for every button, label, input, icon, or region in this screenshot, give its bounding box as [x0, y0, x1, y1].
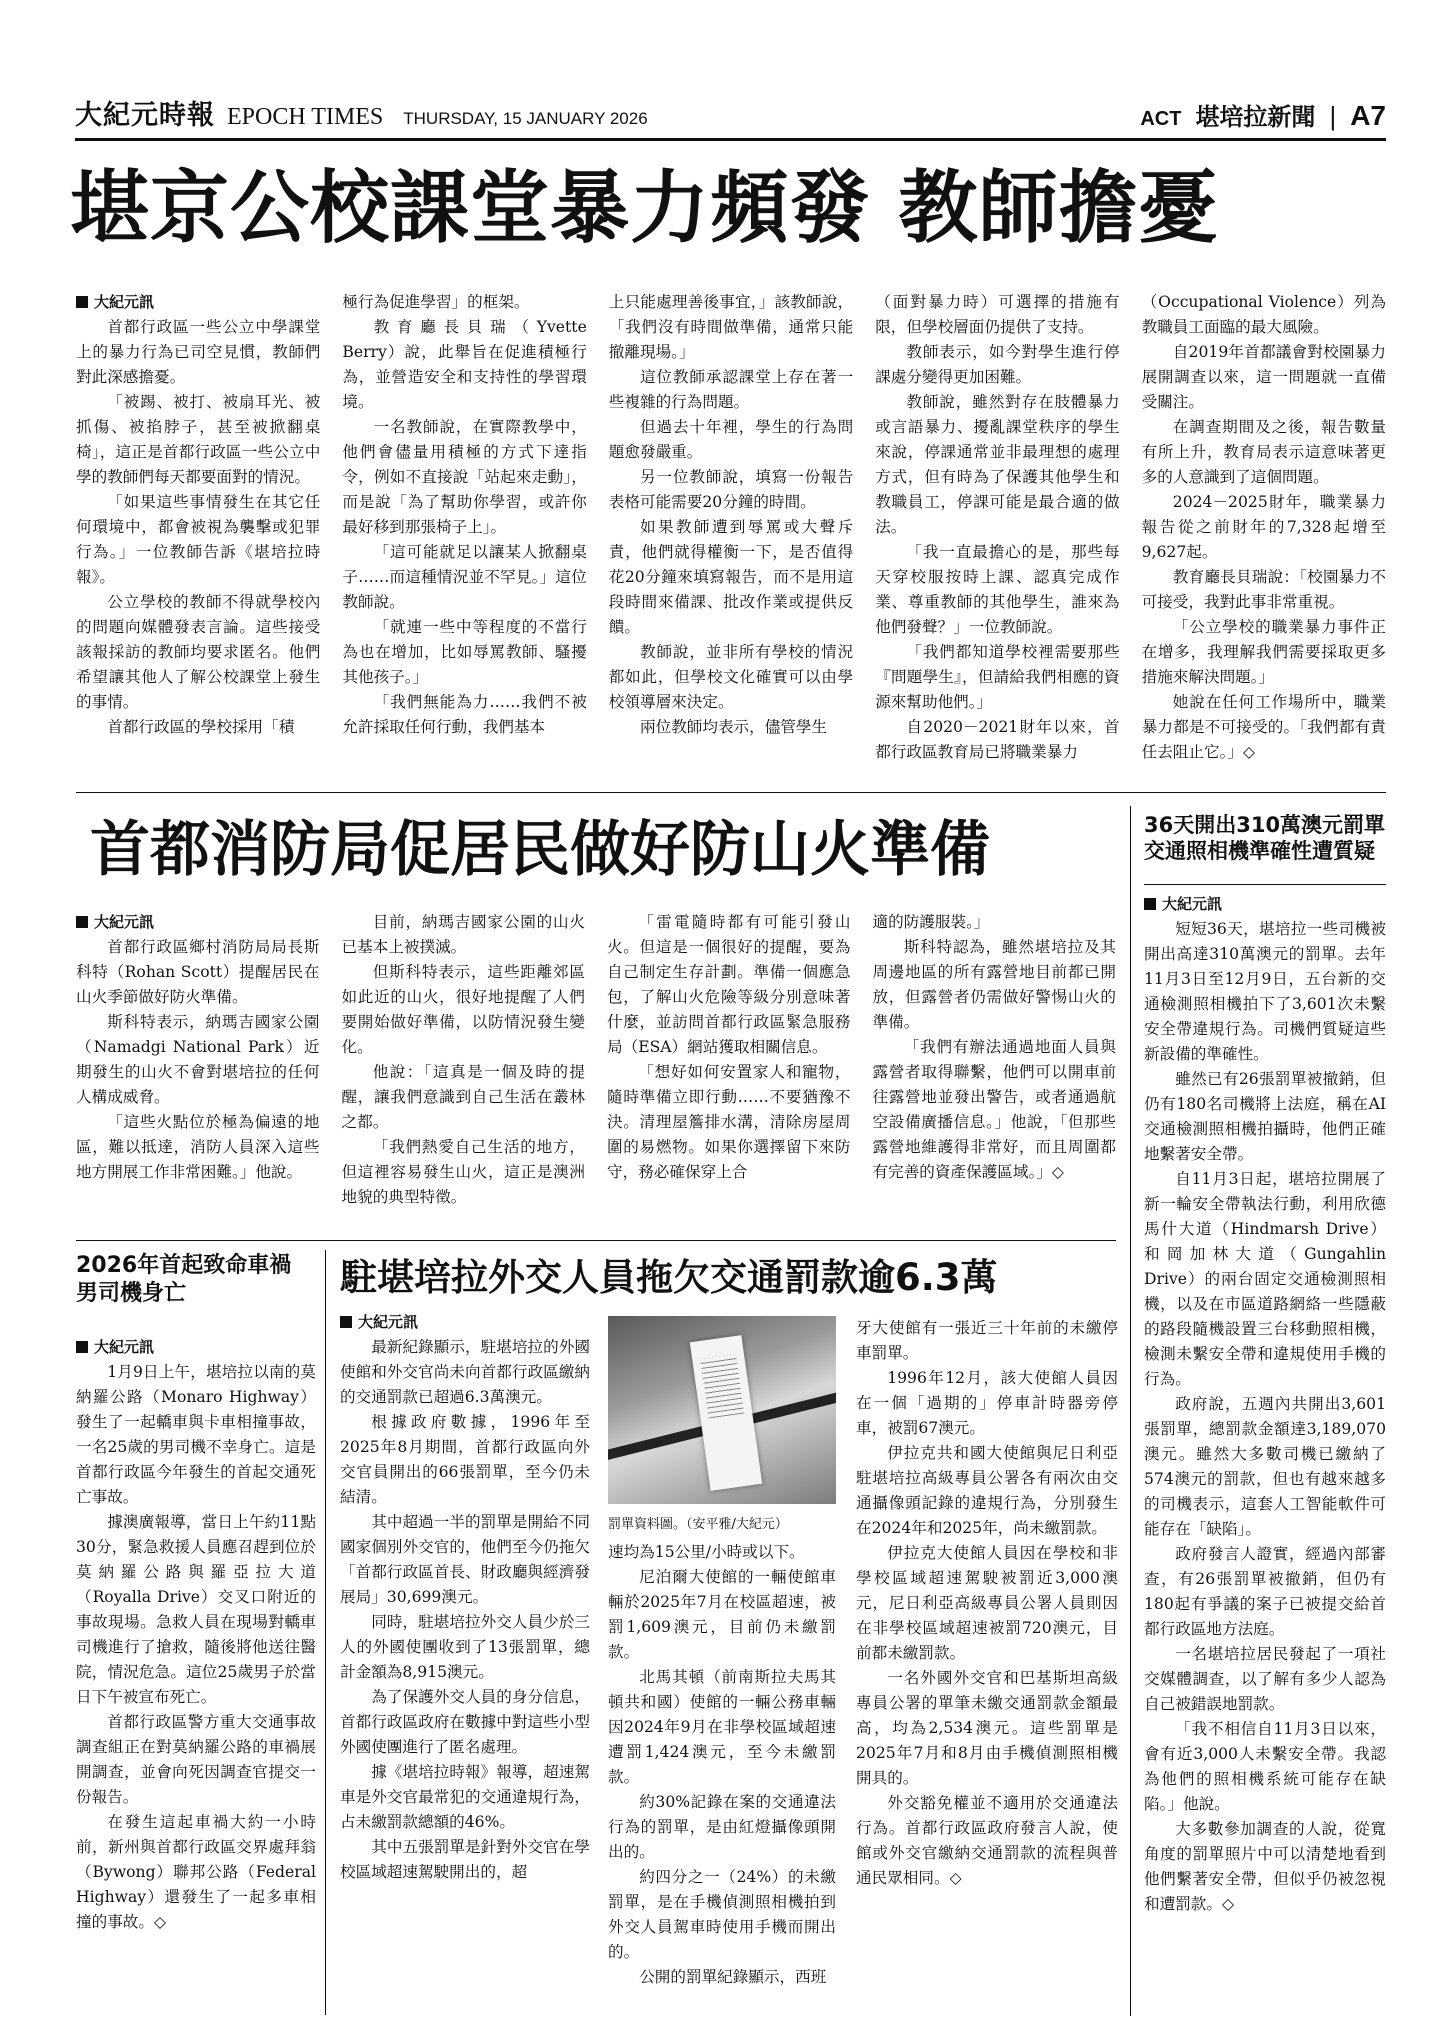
divider — [76, 792, 1386, 793]
byline-square-icon — [76, 916, 88, 928]
section-separator: | — [1329, 101, 1337, 131]
paragraph: 約30%記錄在案的交通違法行為的罰單，是由紅燈攝像頭開出的。 — [608, 1793, 836, 1861]
paragraph: 速均為15公里/小時或以下。 — [608, 1543, 805, 1561]
paragraph: 政府發言人證實，經過內部審查，有26張罰單被撤銷，但仍有180起有爭議的案子已被提交給首都行政區地方法庭。 — [1144, 1545, 1386, 1638]
paragraph: 北馬其頓（前南斯拉夫馬其頓共和國）使館的一輛公務車輛因2024年9月在非學校區域超速遭罰1,424澳元，至今未繳罰款。 — [608, 1668, 836, 1786]
paragraph: 據澳廣報導，當日上午約11點30分，緊急救援人員應召趕到位於莫納羅公路與羅亞拉大道（Royalla Drive）交叉口附近的事故現場。急救人員在現場對轎車司機進行了搶救，隨後將他送往醫院，情況危急。這位25歲男子於當日下午被宣布死亡。 — [76, 1513, 316, 1706]
paragraph: 1月9日上午，堪培拉以南的莫納羅公路（Monaro Highway）發生了一起轎車與卡車相撞事故，一名25歲的男司機不幸身亡。這是首都行政區今年發生的首起交通死亡事故。 — [76, 1363, 316, 1506]
article-bushfire-col-2 — [342, 910, 586, 1230]
paragraph: 「我們都知道學校裡需要那些『問題學生』，但請給我們相應的資源來幫助他們。」 — [875, 643, 1120, 711]
byline-square-icon — [340, 1316, 352, 1328]
paragraph: 外交豁免權並不適用於交通違法行為。首都行政區政府發言人說，使館或外交官繳納交通罰款的流程與普通民眾相同。◇ — [856, 1794, 1118, 1887]
photo-caption: 罰單資料圖。（安平雅/大紀元） — [608, 1517, 788, 1532]
paragraph: 極行為促進學習」的框架。 — [342, 293, 530, 311]
paragraph: 自2019年首都議會對校園暴力展開調查以來，這一問題就一直備受關注。 — [1141, 343, 1386, 411]
byline: 大紀元訊 — [1144, 892, 1386, 917]
paragraph: 據《堪培拉時報》報導，超速駕車是外交官最常犯的交通違規行為，占未繳罰款總額的46%。 — [340, 1763, 590, 1831]
paragraph: 斯科特表示，納瑪吉國家公園（Namadgi National Park）近期發生的山火不會對堪培拉的任何人構成威脅。 — [76, 1013, 320, 1106]
byline: 大紀元訊 — [76, 1335, 316, 1360]
article-traffic-camera-headline — [1144, 812, 1388, 865]
paragraph: 大多數參加調查的人說，從寬角度的罰單照片中可以清楚地看到他們繫著安全帶，但似乎仍被忽視和遭罰款。◇ — [1144, 1820, 1386, 1913]
article-diplomat-fines-col-1 — [340, 1310, 590, 2015]
paragraph: 教師說，雖然對存在肢體暴力或言語暴力、擾亂課堂秩序的學生來說，停課通常並非最理想的處理方式，但有時為了保護其他學生和教職員工，停課可能是最合適的做法。 — [875, 393, 1120, 536]
paragraph: 「雷電隨時都有可能引發山火。但這是一個很好的提醒，要為自己制定生存計劃。準備一個應急包，了解山火危險等級分別意味著什麼，並訪問首都行政區緊急服務局（ESA）網站獲取相關信息。 — [607, 913, 851, 1056]
article-school-violence-col-4 — [875, 290, 1119, 778]
issue-date: THURSDAY, 15 JANUARY 2026 — [403, 109, 648, 128]
byline: 大紀元訊 — [340, 1310, 590, 1335]
paragraph: 斯科特認為，雖然堪培拉及其周邊地區的所有露營地目前都已開放，但露營者仍需做好警惕山火的準備。 — [872, 938, 1116, 1031]
article-school-violence-headline: 堪京公校課堂暴力頻發 教師擔憂 — [70, 162, 1219, 254]
paragraph: 適的防護服裝。」 — [872, 913, 990, 931]
paragraph: 一名堪培拉居民發起了一項社交媒體調查，以了解有多少人認為自己被錯誤地罰款。 — [1144, 1645, 1386, 1713]
paragraph: 「我們有辦法通過地面人員與露營者取得聯繫，他們可以開車前往露營地並發出警告，或者通過航空設備廣播信息。」他說，「但那些露營地維護得非常好，而且周圍都有完善的資產保護區域。」◇ — [872, 1038, 1116, 1181]
brand-logo-cn: 大紀元時報 — [75, 100, 215, 131]
paragraph: 雖然已有26張罰單被撤銷，但仍有180名司機將上法庭，稱在AI交通檢測照相機拍攝時，他們正確地繫著安全帶。 — [1144, 1070, 1386, 1163]
divider — [1144, 884, 1386, 885]
paragraph: 「想好如何安置家人和寵物，隨時準備立即行動……不要猶豫不決。清理屋簷排水溝，清除房屋周圍的易燃物。如果你選擇留下來防守，務必確保穿上合 — [607, 1063, 851, 1181]
article-school-violence-body — [76, 290, 1386, 778]
article-fatal-crash-headline — [76, 1252, 316, 1307]
section-name: 堪培拉新聞 — [1195, 104, 1316, 131]
article-diplomat-fines-col-3 — [856, 1316, 1118, 2016]
paragraph: 目前，納瑪吉國家公園的山火已基本上被撲滅。 — [341, 913, 585, 956]
paragraph: 首都行政區的學校採用「積 — [107, 718, 295, 736]
paragraph: 2024－2025財年，職業暴力報告從之前財年的7,328起增至9,627起。 — [1141, 493, 1386, 561]
paragraph: 兩位教師均表示，儘管學生 — [639, 718, 828, 736]
byline-square-icon — [76, 1341, 88, 1353]
paragraph: 「我們無能為力……我們不被允許採取任何行動，我們基本 — [342, 693, 587, 736]
paragraph: 「就連一些中等程度的不當行為也在增加，比如辱罵教師、騷擾其他孩子。」 — [342, 618, 587, 686]
article-bushfire-body — [76, 910, 1116, 1230]
paragraph: 伊拉克共和國大使館與尼日利亞駐堪培拉高級專員公署各有兩次由交通攝像頭記錄的違規行為，分別發生在2024年和2025年，尚未繳罰款。 — [856, 1444, 1118, 1537]
byline: 大紀元訊 — [76, 290, 320, 315]
article-diplomat-fines-col-3-wrap — [856, 1316, 1118, 2016]
paragraph: 為了保護外交人員的身分信息，首都行政區政府在數據中對這些小型外國使團進行了匿名處理。 — [340, 1688, 590, 1756]
paragraph: 「我一直最擔心的是，那些每天穿校服按時上課、認真完成作業、尊重教師的其他學生，誰來為他們發聲？」一位教師說。 — [875, 543, 1120, 636]
ticket-shape — [690, 1335, 762, 1491]
article-diplomat-fines-headline: 駐堪培拉外交人員拖欠交通罰款逾6.3萬 — [340, 1256, 998, 1299]
paragraph: 但斯科特表示，這些距離郊區如此近的山火，很好地提醒了人們要開始做好準備，以防情況發生變化。 — [341, 963, 585, 1056]
article-school-violence-col-5 — [1142, 290, 1386, 778]
paragraph: 她說在任何工作場所中，職業暴力都是不可接受的。「我們都有責任去阻止它。」◇ — [1141, 693, 1386, 761]
paragraph: （Occupational Violence）列為教職員工面臨的最大風險。 — [1141, 293, 1386, 336]
article-school-violence-col-1 — [76, 290, 320, 778]
article-traffic-camera-col — [1144, 892, 1386, 2012]
paragraph: 教育廳長貝瑞（Yvette Berry）說，此舉旨在促進積極行為，並營造安全和支持性的學習環境。 — [342, 318, 587, 411]
article-fatal-crash-body — [76, 1335, 316, 2015]
article-bushfire-headline: 首都消防局促居民做好防山火準備 — [90, 815, 990, 885]
article-school-violence-col-2 — [342, 290, 586, 778]
paragraph: 「這可能就足以讓某人掀翻桌子……而這種情況並不罕見。」這位教師說。 — [342, 543, 587, 611]
paragraph: 伊拉克大使館人員因在學校和非學校區域超速駕駛被罰近3,000澳元，尼日利亞高級專員公署人員則因在非學校區域超速被罰720澳元，目前都未繳罰款。 — [856, 1544, 1118, 1662]
masthead-section — [1140, 97, 1386, 138]
article-traffic-camera-body — [1144, 892, 1386, 2012]
paragraph: 政府說，五週內共開出3,601張罰單，總罰款金額達3,189,070澳元。雖然大多數司機已繳納了574澳元的罰款，但也有越來越多的司機表示，這套人工智能軟件可能存在「缺陷」。 — [1144, 1395, 1386, 1538]
paragraph: 另一位教師說，填寫一份報告表格可能需要20分鐘的時間。 — [608, 468, 854, 511]
paragraph: 約四分之一（24%）的未繳罰單，是在手機偵測照相機拍到外交人員駕車時使用手機而開出的。 — [608, 1868, 836, 1961]
paragraph: 這位教師承認課堂上存在著一些複雜的行為問題。 — [608, 368, 854, 411]
paragraph: 「如果這些事情發生在其它任何環境中，都會被視為襲擊或犯罪行為。」一位教師告訴《堪培拉時報》。 — [76, 493, 321, 586]
paragraph: （面對暴力時）可選擇的措施有限，但學校層面仍提供了支持。 — [875, 293, 1120, 336]
masthead — [75, 98, 1386, 141]
article-fatal-crash-col — [76, 1335, 316, 2015]
article-bushfire-col-1 — [76, 910, 320, 1230]
article-bushfire-col-3 — [607, 910, 851, 1230]
divider — [325, 1250, 326, 2015]
headline-line: 男司機身亡 — [76, 1280, 187, 1306]
paragraph: 首都行政區一些公立中學課堂上的暴力行為已司空見慣，教師們對此深感擔憂。 — [76, 318, 321, 386]
article-diplomat-fines-col-2-wrap — [608, 1540, 836, 2015]
article-diplomat-fines-col-2 — [608, 1540, 836, 2015]
paragraph: 「這些火點位於極為偏遠的地區，難以抵達，消防人員深入這些地方開展工作非常困難。」他說。 — [76, 1113, 320, 1181]
paragraph: 公開的罰單紀錄顯示，西班 — [639, 1968, 827, 1986]
divider — [1130, 806, 1131, 2016]
paragraph: 短短36天，堪培拉一些司機被開出高達310萬澳元的罰單。去年11月3日至12月9日，五台新的交通檢測照相機拍下了3,601次未繫安全帶違規行為。司機們質疑這些新設備的準確性。 — [1144, 920, 1386, 1063]
paragraph: 1996年12月，該大使館人員因在一個「過期的」停車計時器旁停車，被罰67澳元。 — [856, 1369, 1118, 1437]
paragraph: 「被踢、被打、被扇耳光、被抓傷、被掐脖子，甚至被掀翻桌椅」，這正是首都行政區一些公立中學的教師們每天都要面對的情況。 — [76, 393, 321, 486]
paragraph: 首都行政區鄉村消防局局長斯科特（Rohan Scott）提醒居民在山火季節做好防火準備。 — [76, 938, 320, 1006]
paragraph: 一名外國外交官和巴基斯坦高級專員公署的單筆未繳交通罰款金額最高，均為2,534澳元。這些罰單是2025年7月和8月由手機偵測照相機開具的。 — [856, 1669, 1118, 1787]
paragraph: 在發生這起車禍大約一小時前，新州與首都行政區交界處拜翁（Bywong）聯邦公路（Federal Highway）還發生了一起多車相撞的事故。◇ — [76, 1813, 316, 1931]
paragraph: 公立學校的教師不得就學校內的問題向媒體發表言論。這些接受該報採訪的教師均要求匿名。他們希望讓其他人了解公校課堂上發生的事情。 — [76, 593, 321, 711]
paragraph: 根據政府數據，1996年至2025年8月期間，首都行政區向外交官員開出的66張罰單，至今仍未結清。 — [340, 1413, 590, 1506]
byline-square-icon — [76, 296, 88, 308]
paragraph: 同時，駐堪培拉外交人員少於三人的外國使團收到了13張罰單，總計金額為8,915澳元。 — [340, 1613, 590, 1681]
byline-square-icon — [1144, 898, 1156, 910]
divider — [76, 1240, 1116, 1241]
paragraph: 自2020－2021財年以來，首都行政區教育局已將職業暴力 — [875, 718, 1120, 761]
paragraph: 一名教師說，在實際教學中，他們會儘量用積極的方式下達指令，例如不直接說「站起來走動」，而是說「為了幫助你學習，或許你最好移到那張椅子上」。 — [342, 418, 587, 536]
headline-line: 36天開出310萬澳元罰單 — [1144, 813, 1386, 837]
page-number: A7 — [1350, 100, 1386, 131]
masthead-brand — [75, 93, 648, 138]
paragraph: 教育廳長貝瑞說：「校園暴力不可接受，我對此事非常重視。 — [1141, 568, 1386, 611]
ticket-photo — [608, 1316, 836, 1504]
byline: 大紀元訊 — [76, 910, 320, 935]
article-diplomat-fines-col-1-wrap — [340, 1310, 590, 2015]
article-bushfire-col-4 — [873, 910, 1117, 1230]
paragraph: 教師表示，如今對學生進行停課處分變得更加困難。 — [875, 343, 1120, 386]
paragraph: 「公立學校的職業暴力事件正在增多，我理解我們需要採取更多措施來解決問題。」 — [1141, 618, 1386, 686]
region-label: ACT — [1140, 108, 1182, 130]
paragraph: 牙大使館有一張近三十年前的未繳停車罰單。 — [856, 1319, 1118, 1362]
paragraph: 「我們熱愛自己生活的地方，但這裡容易發生山火，這正是澳洲地貌的典型特徵。 — [341, 1138, 585, 1206]
paragraph: 在調查期間及之後，報告數量有所上升，教育局表示這意味著更多的人意識到了這個問題。 — [1141, 418, 1386, 486]
paragraph: 尼泊爾大使館的一輛使館車輛於2025年7月在校區超速，被罰1,609澳元，目前仍未繳罰款。 — [608, 1568, 836, 1661]
paragraph: 教師說，並非所有學校的情況都如此，但學校文化確實可以由學校領導層來決定。 — [608, 643, 854, 711]
paragraph: 他說：「這真是一個及時的提醒，讓我們意識到自己生活在叢林之都。 — [341, 1063, 585, 1131]
brand-logo-en: EPOCH TIMES — [227, 104, 384, 130]
headline-line: 2026年首起致命車禍 — [76, 1253, 292, 1278]
paragraph: 如果教師遭到辱罵或大聲斥責，他們就得權衡一下，是否值得花20分鐘來填寫報告，而不是用這段時間來備課、批改作業或提供反饋。 — [608, 518, 854, 636]
paragraph: 首都行政區警方重大交通事故調查組正在對莫納羅公路的車禍展開調查，並會向死因調查官提交一份報告。 — [76, 1713, 316, 1806]
paragraph: 自11月3日起，堪培拉開展了新一輪安全帶執法行動，利用欣德馬什大道（Hindmarsh Drive）和岡加林大道（Gungahlin Drive）的兩台固定交通檢測照相機，以及在市區道路網絡一些隱蔽的路段隨機設置三台移動照相機，檢測未繫安全帶和違規使用手機的行為。 — [1144, 1170, 1386, 1388]
paragraph: 其中五張罰單是針對外交官在學校區域超速駕駛開出的，超 — [340, 1838, 590, 1881]
paragraph: 「我不相信自11月3日以來，會有近3,000人未繫安全帶。我認為他們的照相機系統可能存在缺陷。」他說。 — [1144, 1720, 1386, 1813]
paragraph: 但過去十年裡，學生的行為問題愈發嚴重。 — [608, 418, 854, 461]
headline-line: 交通照相機準確性遭質疑 — [1144, 839, 1375, 864]
paragraph: 其中超過一半的罰單是開給不同國家個別外交官的，他們至今仍拖欠「首都行政區首長、財政廳與經濟發展局」30,699澳元。 — [340, 1513, 590, 1606]
paragraph: 上只能處理善後事宜，」該教師說，「我們沒有時間做準備，通常只能撤離現場。」 — [608, 293, 854, 361]
article-school-violence-col-3 — [609, 290, 853, 778]
paragraph: 最新紀錄顯示，駐堪培拉的外國使館和外交官尚未向首都行政區繳納的交通罰款已超過6.3萬澳元。 — [340, 1338, 590, 1406]
